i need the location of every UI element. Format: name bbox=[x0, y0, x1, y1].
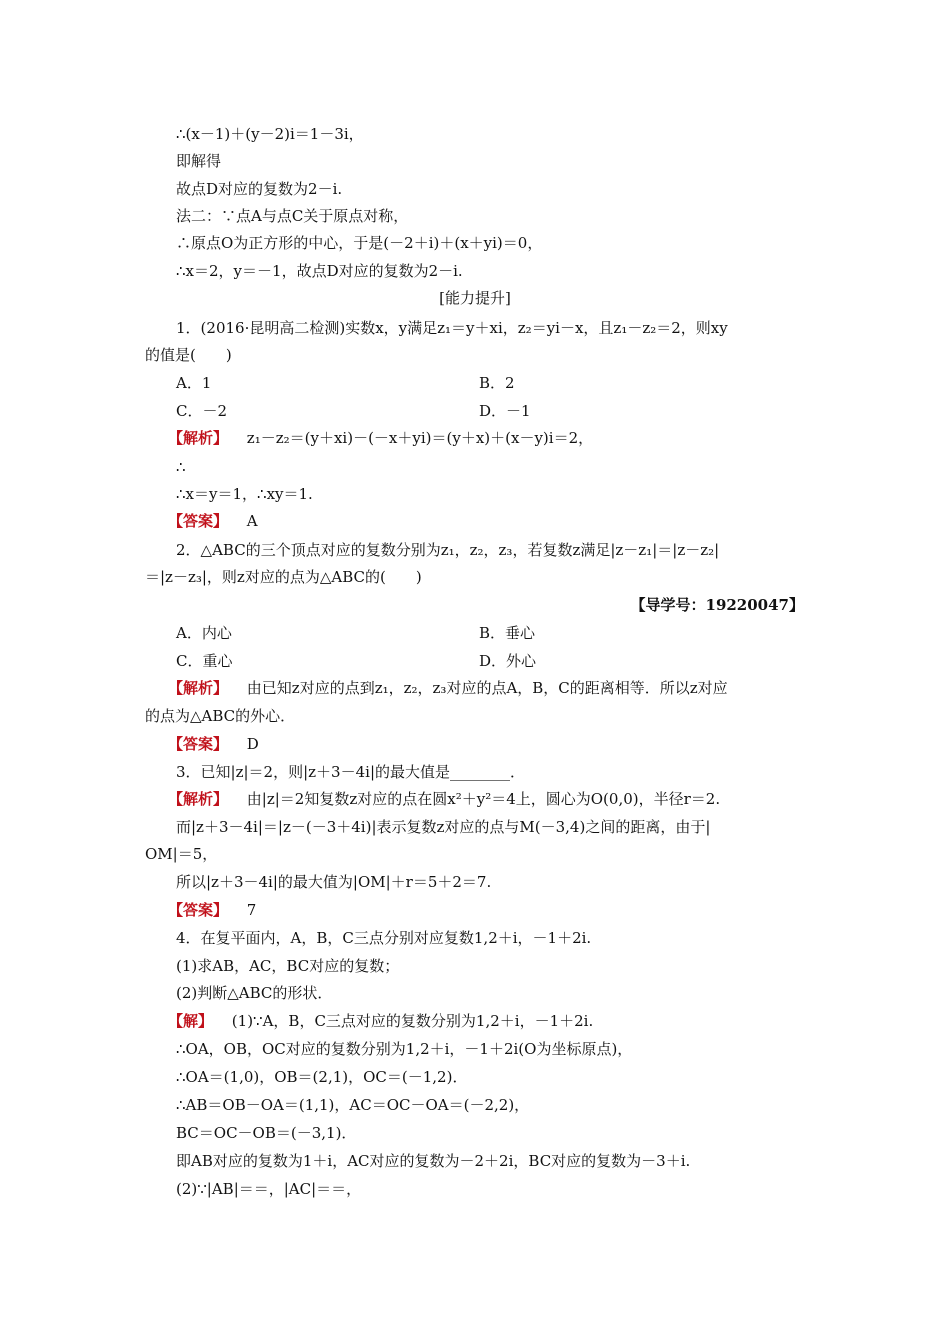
question-2-answer bbox=[168, 734, 259, 754]
text-line: ∴AB＝OB－OA＝(1,1)，AC＝OC－OA＝(－2,2)， bbox=[176, 1096, 530, 1114]
question-4-part-1: (1)求AB，AC，BC对应的复数； bbox=[176, 957, 400, 975]
question-1-option-b: B．2 bbox=[479, 374, 515, 392]
question-1-stem-cont: 的值是( ) bbox=[145, 346, 232, 364]
text-line: 法二：∵点A与点C关于原点对称， bbox=[176, 207, 409, 225]
text-line: ∴ bbox=[176, 458, 186, 476]
question-2-stem: 2．△ABC的三个顶点对应的复数分别为z₁，z₂，z₃，若复数z满足|z－z₁|＝|z－z₂| bbox=[176, 541, 720, 559]
answer-value: 7 bbox=[246, 901, 257, 919]
text-line: ∴x＝2，y＝－1，故点D对应的复数为2－i. bbox=[176, 262, 463, 280]
answer-value: A bbox=[246, 512, 258, 530]
text-line: 即解得 bbox=[176, 152, 222, 170]
text-line: 的点为△ABC的外心． bbox=[145, 707, 296, 725]
question-1-option-c: C．－2 bbox=[176, 402, 228, 420]
text-line: ∴OA，OB，OC对应的复数分别为1,2＋i，－1＋2i(O为坐标原点)， bbox=[176, 1040, 633, 1058]
question-2-option-b: B．垂心 bbox=[479, 624, 536, 642]
answer-label: 【答案】 bbox=[168, 512, 229, 530]
answer-value: D bbox=[246, 735, 259, 753]
guide-number: 【导学号：19220047】 bbox=[630, 596, 804, 614]
solution-text: z₁－z₂＝(y＋xi)－(－x＋yi)＝(y＋x)＋(x－y)i＝2， bbox=[246, 429, 594, 447]
question-2-option-a: A．内心 bbox=[176, 624, 232, 642]
text-line: ∴原点O为正方形的中心，于是(－2＋i)＋(x＋yi)＝0， bbox=[176, 234, 543, 252]
question-4-stem: 4．在复平面内，A，B，C三点分别对应复数1,2＋i，－1＋2i. bbox=[176, 929, 592, 947]
text-line: 所以|z＋3－4i|的最大值为|OM|＋r＝5＋2＝7. bbox=[176, 873, 492, 891]
question-3-stem: 3．已知|z|＝2，则|z＋3－4i|的最大值是________． bbox=[176, 763, 525, 781]
section-title: [能力提升] bbox=[439, 289, 511, 307]
answer-label: 【答案】 bbox=[168, 901, 229, 919]
text-line: (2)∵|AB|＝＝，|AC|＝＝， bbox=[176, 1180, 362, 1198]
text-line: ∴x＝y＝1，∴xy＝1. bbox=[176, 485, 313, 503]
solution-text: (1)∵A，B，C三点对应的复数分别为1,2＋i，－1＋2i. bbox=[231, 1012, 594, 1030]
question-1-answer bbox=[168, 511, 258, 531]
solution-text: 由|z|＝2知复数z对应的点在圆x²＋y²＝4上，圆心为O(0,0)，半径r＝2. bbox=[246, 790, 721, 808]
question-1-stem: 1．(2016·昆明高二检测)实数x，y满足z₁＝y＋xi，z₂＝yi－x，且z₁－z₂＝2，则xy bbox=[176, 319, 728, 337]
question-4-part-2: (2)判断△ABC的形状． bbox=[176, 984, 333, 1002]
text-line: 故点D对应的复数为2－i. bbox=[176, 180, 343, 198]
question-2-option-d: D．外心 bbox=[479, 652, 537, 670]
answer-label: 【答案】 bbox=[168, 735, 229, 753]
question-1-option-d: D．－1 bbox=[479, 402, 531, 420]
analysis-label: 【解析】 bbox=[168, 429, 229, 447]
question-1-solution bbox=[168, 428, 593, 448]
text-line: 即AB对应的复数为1＋i，AC对应的复数为－2＋2i，BC对应的复数为－3＋i. bbox=[176, 1152, 691, 1170]
text-line: ∴(x－1)＋(y－2)i＝1－3i， bbox=[176, 125, 364, 143]
question-2-stem-cont: ＝|z－z₃|，则z对应的点为△ABC的( ) bbox=[145, 568, 422, 586]
text-line: OM|＝5， bbox=[145, 845, 218, 863]
analysis-label: 【解析】 bbox=[168, 679, 229, 697]
solution-label: 【解】 bbox=[168, 1012, 214, 1030]
text-line: 而|z＋3－4i|＝|z－(－3＋4i)|表示复数z对应的点与M(－3,4)之间的距离，由于| bbox=[176, 818, 711, 836]
text-line: BC＝OC－OB＝(－3,1)． bbox=[176, 1124, 357, 1142]
solution-text: 由已知z对应的点到z₁，z₂，z₃对应的点A，B，C的距离相等．所以z对应 bbox=[246, 679, 728, 697]
analysis-label: 【解析】 bbox=[168, 790, 229, 808]
question-1-option-a: A．1 bbox=[176, 374, 212, 392]
text-line: ∴OA＝(1,0)，OB＝(2,1)，OC＝(－1,2)． bbox=[176, 1068, 468, 1086]
question-3-answer bbox=[168, 900, 256, 920]
question-2-solution bbox=[168, 678, 728, 698]
question-2-option-c: C．重心 bbox=[176, 652, 233, 670]
question-3-solution bbox=[168, 789, 720, 809]
question-4-solution bbox=[168, 1011, 593, 1031]
